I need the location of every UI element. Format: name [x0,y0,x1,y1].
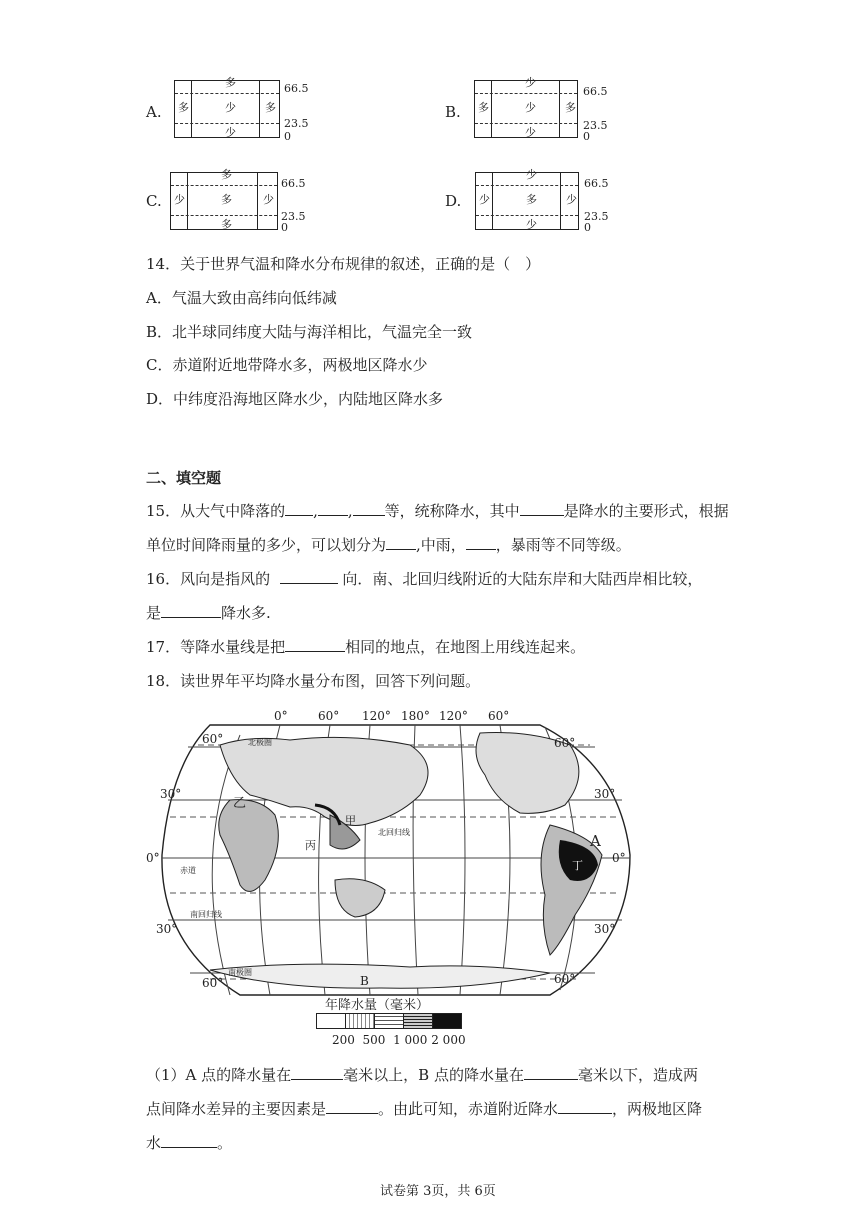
option-c-diagram: 多 少 多 少 多 [170,172,278,230]
q18-1-line2: 点间降水差异的主要因素是 。由此可知，赤道附近降水 ，两极地区降 [146,1100,703,1118]
precipitation-map: 0° 60° 120° 180° 120° 60° 60° 30° 0° 30° 60° 60° 30° 0° 30° 60° 北极圈 北回归线 赤道 南回归线 南极圈 乙 丙 甲 丁 A B [150,705,650,1065]
q14-option-d: D．中纬度沿海地区降水少，内陆地区降水多 [146,390,444,408]
q14-stem: 14．关于世界气温和降水分布规律的叙述，正确的是（ ） [146,255,541,273]
legend-title: 年降水量（毫米） [325,998,430,1013]
q14-option-b: B．北半球同纬度大陆与海洋相比，气温完全一致 [146,323,473,341]
q18-stem: 18．读世界年平均降水量分布图，回答下列问题。 [146,672,481,690]
legend-bar [316,1013,462,1029]
option-a-diagram: 多 多 少 多 少 [174,80,280,138]
q14-option-c: C．赤道附近地带降水多，两极地区降水少 [146,356,428,374]
q16-line2: 是 降水多. [146,604,271,622]
q18-1-line3: 水 。 [146,1134,233,1152]
q16-line1: 16．风向是指风的 向．南、北回归线附近的大陆东岸和大陆西岸相比较， [146,570,703,588]
option-b-label: B. [445,103,461,121]
q15-line2: 单位时间降雨量的多少，可以划分为 ,中雨， ，暴雨等不同等级。 [146,536,631,554]
option-d-diagram: 少 少 多 少 少 [475,172,579,230]
option-d-label: D. [445,192,462,210]
option-a-label: A. [146,103,162,121]
section-heading: 二、填空题 [146,469,222,487]
option-c-label: C. [146,192,162,210]
q15-line1: 15．从大气中降落的 , , 等，统称降水，其中 是降水的主要形式，根据 [146,502,729,520]
q17: 17．等降水量线是把 相同的地点，在地图上用线连起来。 [146,638,586,656]
q18-1-line1: （1）A 点的降水量在 毫米以上，B 点的降水量在 毫米以下，造成两 [146,1066,698,1084]
option-b-diagram: 少 多 少 多 少 [474,80,578,138]
q14-option-a: A．气温大致由高纬向低纬减 [146,289,337,307]
legend-values: 200 500 1 000 2 000 [332,1033,466,1047]
page-footer: 试卷第 3页，共 6页 [380,1184,496,1199]
